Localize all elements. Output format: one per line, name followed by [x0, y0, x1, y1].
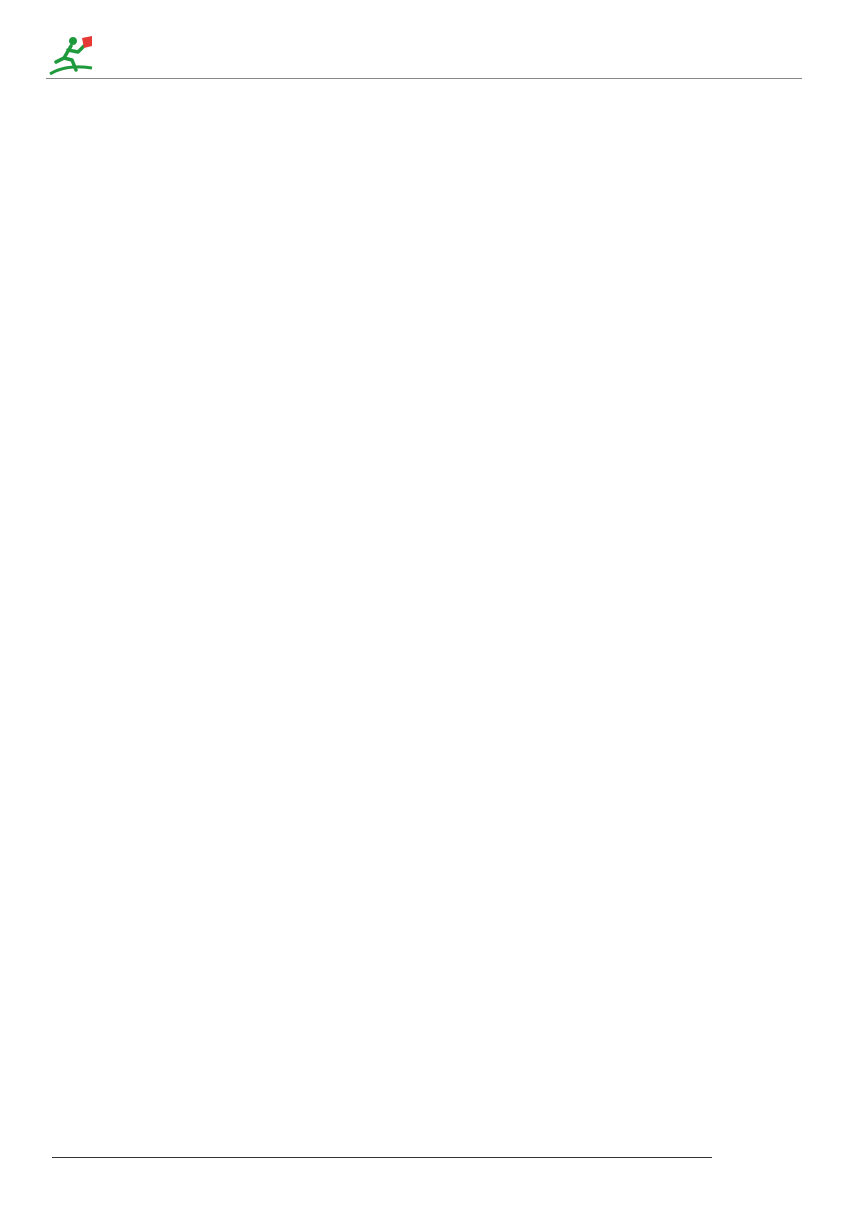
header-divider [46, 78, 802, 79]
footer-divider [52, 1157, 712, 1158]
logo [46, 34, 216, 82]
runner-logo-icon [46, 34, 98, 82]
page-header [0, 0, 860, 90]
